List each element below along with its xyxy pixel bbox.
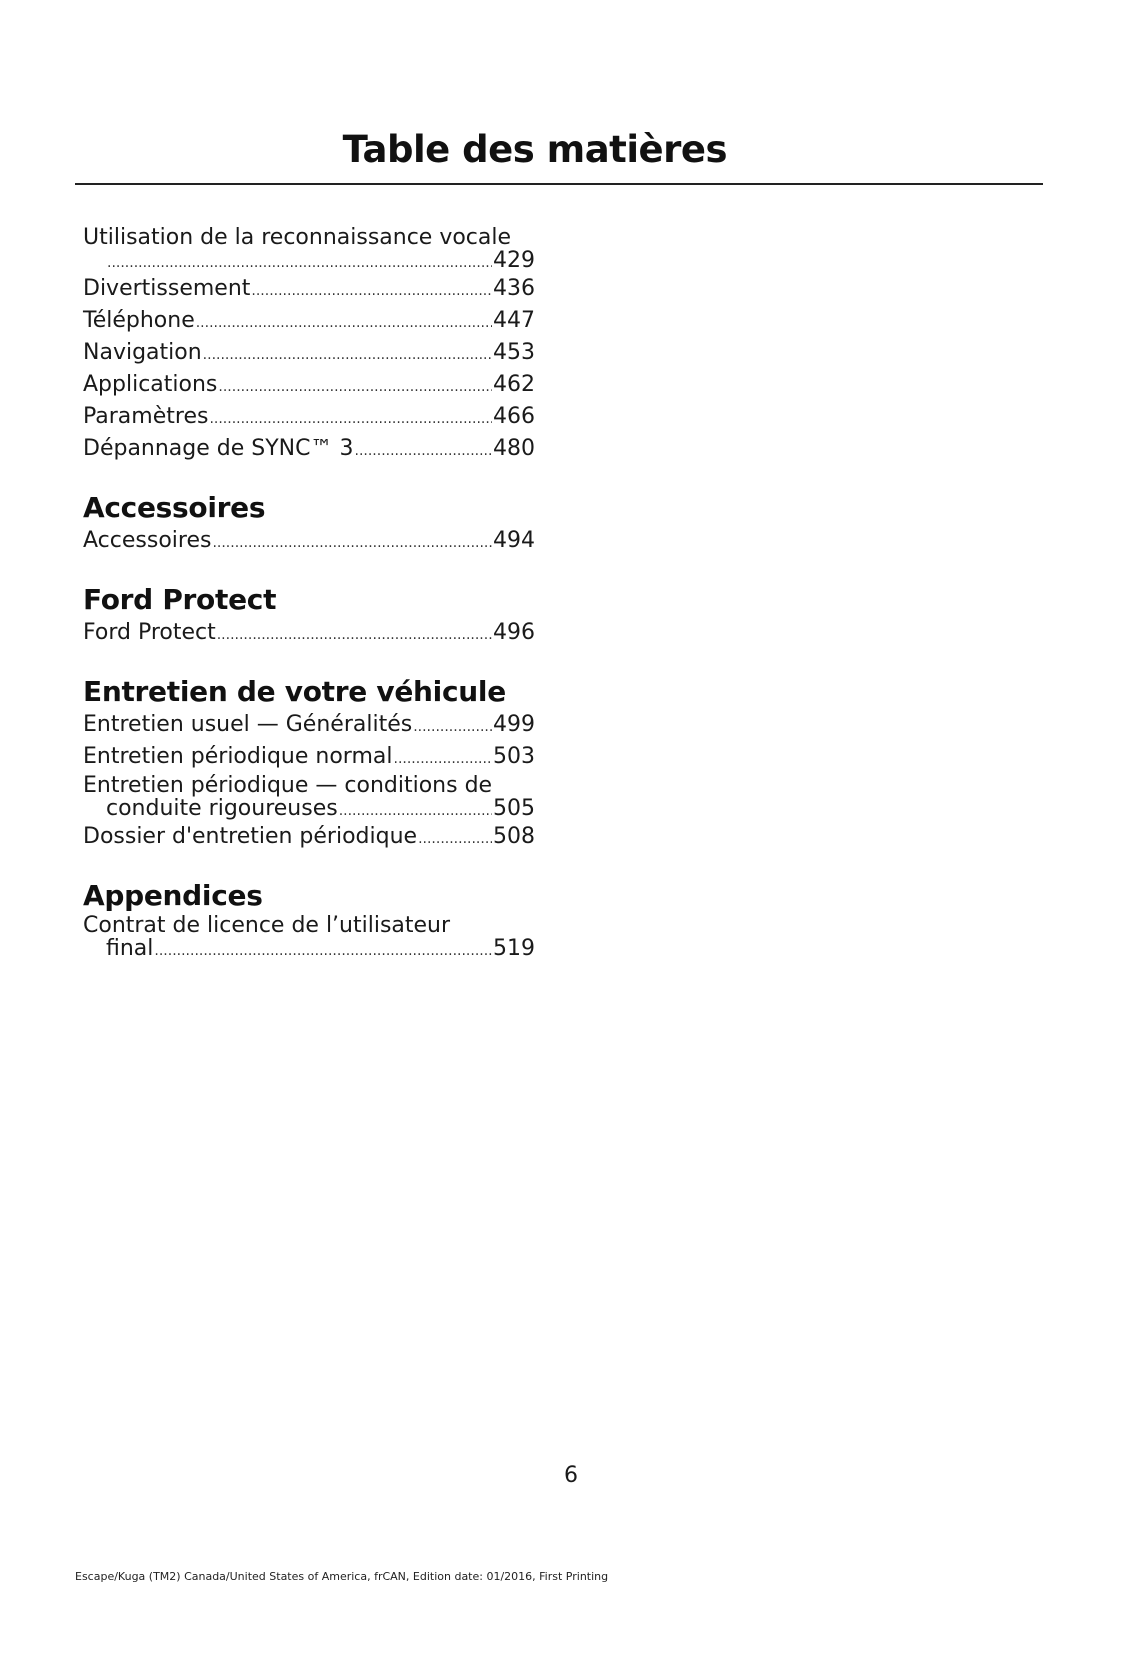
toc-entry-label-continued: final: [106, 936, 154, 961]
dot-leader: [107, 252, 492, 274]
footer-edition-info: Escape/Kuga (TM2) Canada/United States of America, frCAN, Edition date: 01/2016, First Printing: [75, 1570, 609, 1583]
toc-entry-eula[interactable]: [83, 914, 535, 962]
toc-entry-label: Divertissement: [83, 276, 251, 301]
dot-leader: [209, 404, 492, 434]
toc-entry-page: 503: [493, 744, 535, 769]
toc-entry-maintenance-record[interactable]: [83, 822, 535, 854]
toc-entry-label: Ford Protect: [83, 620, 216, 645]
toc-entry-page: 508: [493, 824, 535, 849]
toc-entry-label: Applications: [83, 372, 218, 397]
dot-leader: [413, 712, 492, 742]
dot-leader: [339, 800, 492, 822]
toc-entry-accessories[interactable]: [83, 526, 535, 558]
toc-entry-severe-conditions-maintenance[interactable]: [83, 774, 535, 822]
toc-entry-page: 505: [493, 796, 535, 821]
toc-entry-page: 494: [493, 528, 535, 553]
toc-entry-label: Entretien usuel — Généralités: [83, 712, 413, 737]
toc-entry-page: 480: [493, 436, 535, 461]
toc-entry-label: Téléphone: [83, 308, 195, 333]
toc-entry-label: Dossier d'entretien périodique: [83, 824, 418, 849]
dot-leader: [203, 340, 492, 370]
dot-leader: [212, 528, 492, 558]
dot-leader: [355, 436, 493, 466]
table-of-contents: [83, 226, 535, 962]
dot-leader: [154, 940, 492, 962]
toc-entry-voice-recognition[interactable]: [83, 226, 535, 274]
toc-entry-applications[interactable]: [83, 370, 535, 402]
toc-entry-label: Paramètres: [83, 404, 209, 429]
toc-entry-page: 462: [493, 372, 535, 397]
toc-entry-page: 499: [493, 712, 535, 737]
dot-leader: [218, 372, 492, 402]
toc-entry-page: 453: [493, 340, 535, 365]
page-title: Table des matières: [342, 128, 727, 171]
toc-entry-page: 466: [493, 404, 535, 429]
toc-entry-label: Entretien périodique normal: [83, 744, 393, 769]
toc-entry-navigation[interactable]: [83, 338, 535, 370]
section-heading-vehicle-maintenance: Entretien de votre véhicule: [83, 675, 506, 708]
toc-entry-normal-scheduled-maintenance[interactable]: [83, 742, 535, 774]
dot-leader: [418, 824, 492, 854]
dot-leader: [394, 744, 493, 774]
toc-entry-settings[interactable]: [83, 402, 535, 434]
toc-entry-page: 447: [493, 308, 535, 333]
toc-entry-page: 519: [493, 936, 535, 961]
toc-entry-label: Accessoires: [83, 528, 212, 553]
dot-leader: [217, 620, 492, 650]
toc-entry-page: 496: [493, 620, 535, 645]
toc-entry-entertainment[interactable]: [83, 274, 535, 306]
toc-entry-general-maintenance[interactable]: [83, 710, 535, 742]
toc-entry-label: Dépannage de SYNC™ 3: [83, 436, 354, 461]
toc-entry-page: 429: [493, 248, 535, 273]
toc-entry-page: 436: [493, 276, 535, 301]
section-heading-ford-protect: Ford Protect: [83, 583, 277, 616]
page-number: 6: [564, 1463, 578, 1488]
dot-leader: [251, 276, 492, 306]
toc-entry-label: Utilisation de la reconnaissance vocale: [83, 225, 512, 250]
title-rule: [75, 183, 1043, 185]
toc-entry-phone[interactable]: [83, 306, 535, 338]
toc-entry-label: Contrat de licence de l’utilisateur: [83, 913, 451, 938]
toc-entry-label: Navigation: [83, 340, 202, 365]
toc-entry-ford-protect[interactable]: [83, 618, 535, 650]
section-heading-accessories: Accessoires: [83, 491, 266, 524]
toc-entry-label-continued: conduite rigoureuses: [106, 796, 338, 821]
toc-entry-label: Entretien périodique — conditions de: [83, 773, 493, 798]
section-heading-appendices: Appendices: [83, 879, 263, 912]
dot-leader: [196, 308, 492, 338]
toc-entry-sync-troubleshooting[interactable]: [83, 434, 535, 466]
